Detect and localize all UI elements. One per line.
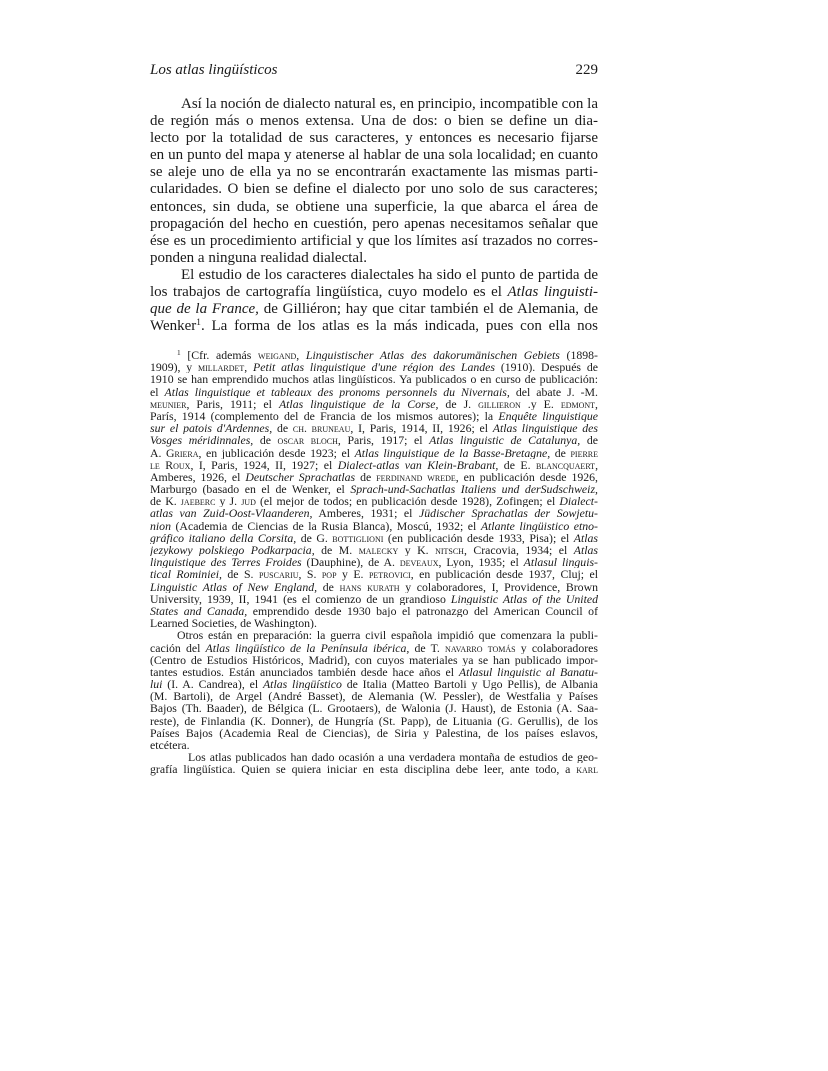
body-line — [150, 233, 598, 250]
text-run: (Academia de Ciencias de la Rusia Blanca), Moscú, 1932; el — [170, 519, 481, 532]
footnote-line — [150, 605, 598, 617]
text-run: , S. — [298, 568, 322, 581]
text-run: de K. — [150, 495, 181, 508]
text-run: , — [595, 458, 598, 471]
small-caps-name: oscar bloch — [277, 434, 338, 447]
body-line — [150, 199, 598, 216]
text-run: (1898- — [559, 349, 598, 362]
text-run: los trabajos de cartografía lingüística, cuyo modelo es el — [150, 284, 508, 301]
text-run: (1910). Después de — [495, 361, 598, 374]
text-run: Países Bajos (Academia Real de Ciencias), de Siria y Palestina, de los países eslavos, — [150, 726, 598, 739]
text-run: R — [159, 458, 174, 471]
italic-text: Atlante lingüistico etno- — [480, 519, 598, 532]
text-run: de — [355, 470, 377, 484]
footnote-line — [150, 532, 598, 544]
small-caps-name: pierre — [570, 446, 598, 459]
text-run: etcétera. — [150, 739, 190, 752]
footnote-line — [150, 690, 598, 702]
small-caps-name: blancquaert — [535, 458, 596, 471]
text-run: cación del — [150, 641, 206, 654]
footnote-marker: 1 — [177, 349, 181, 357]
small-caps-name: puscariu — [258, 568, 299, 581]
text-run: Así la noción de dialecto natural es, en principio, incompatible con la — [181, 96, 598, 112]
italic-text: nion — [150, 519, 171, 532]
body-line — [150, 147, 598, 164]
italic-text: Atlas linguistique et tableaux des pronoms personnels du Nivernais, — [164, 385, 510, 398]
text-run: de — [272, 422, 293, 435]
small-caps-name: deveaux — [399, 556, 439, 569]
body-line — [150, 181, 598, 198]
footnote-line — [150, 581, 598, 593]
text-run: del abate J. -M. — [509, 385, 598, 398]
small-caps-name: oux — [173, 458, 191, 471]
italic-text: Atlas linguistique de la Basse-Bretagne, — [354, 446, 551, 459]
italic-text: sur el patois d'Ardennes, — [150, 422, 273, 435]
text-run: de Italia (Matteo Bartoli y Ugo Pellis), de Albania — [341, 678, 598, 691]
footnote-line — [150, 642, 598, 654]
text-run: , — [296, 349, 306, 362]
small-caps-name: jaeberc — [180, 495, 216, 508]
italic-text: Jüdischer Sprachatlas der Sowjetu- — [419, 507, 598, 520]
text-run: , en jublicación desde 1923; el — [198, 446, 355, 459]
footnote-line — [150, 373, 598, 385]
body-text — [150, 96, 598, 335]
footnote-line — [150, 398, 598, 410]
text-run: ése es un procedimiento artificial y que los límites así trazados no corres- — [150, 232, 598, 249]
text-run: de — [580, 434, 598, 447]
footnote-line — [150, 568, 598, 580]
text-run: .y E. — [520, 397, 561, 410]
text-run: de región más o menos extensa. Una de dos: o bien se define un dia- — [150, 113, 598, 130]
text-run: , Paris, 1911; el — [186, 397, 279, 410]
body-line — [150, 250, 598, 267]
footnote-marker: 1 — [196, 318, 201, 329]
footnote-line — [150, 715, 598, 727]
text-run: , — [244, 361, 254, 374]
footnote-line — [150, 434, 598, 446]
text-run: de M. — [314, 544, 359, 557]
footnote-line — [150, 422, 598, 434]
footnote-line — [150, 727, 598, 739]
text-run: de E. — [498, 458, 536, 471]
text-run: París, 1914 (complemento del de Francia de los mismos autores); la — [150, 409, 499, 423]
small-caps-name: riera — [174, 446, 199, 459]
text-run: , en publicación desde 1937, Cluj; el — [410, 568, 598, 581]
body-line — [150, 301, 598, 318]
small-caps-name: ferdinand wrede — [376, 470, 456, 484]
italic-text: Atlas linguistique des — [492, 422, 598, 435]
footnote-line — [150, 593, 598, 605]
footnote-line — [150, 386, 598, 398]
small-caps-name: bottiglioni — [332, 531, 384, 544]
text-run: Otros están en preparación: la guerra civil española impidió que comenzara la publi- — [177, 629, 598, 642]
text-run: , I, Paris, 1914, II, 1926; el — [350, 422, 493, 435]
footnote-line — [150, 739, 598, 751]
small-caps-name: navarro tomás — [445, 641, 516, 654]
text-run: 1910 se han emprendido muchos atlas lingüísticos. Ya publicados o en curso de publicación: — [150, 373, 598, 386]
italic-text: Atlas lingüístico — [262, 678, 342, 691]
text-run: (I. A. Candrea), el — [162, 678, 263, 691]
italic-text: Dialect- — [559, 495, 598, 508]
italic-text: States and Canada, — [150, 604, 248, 618]
text-run: Amberes, 1926, el — [150, 470, 246, 484]
italic-text: Deutscher Sprachatlas — [245, 470, 356, 484]
footnote-line — [150, 349, 598, 361]
text-run: , — [595, 397, 598, 410]
page-number: 229 — [575, 62, 598, 78]
text-run: [Cfr. además — [180, 349, 259, 362]
text-run: (Centro de Estudios Históricos, Madrid), con cuyos materiales ya se han publicado impor- — [150, 653, 598, 666]
italic-text: Linguistic Atlas of New England, — [150, 580, 318, 593]
italic-text: jezykowy polskiego Podkarpacia, — [150, 544, 315, 557]
text-run: de T. — [409, 641, 446, 654]
footnote-line — [150, 544, 598, 556]
small-caps-name: pop — [321, 568, 337, 581]
footnote-line — [150, 763, 598, 775]
text-run: , en publicación desde 1926, — [455, 470, 598, 484]
text-run: (el mejor de todos; en publicación desde 1928), Zofingen; el — [255, 495, 560, 508]
running-header — [150, 62, 598, 82]
italic-text: Atlasul linguis- — [523, 556, 598, 569]
small-caps-name: ch. bruneau — [292, 422, 351, 435]
italic-text: tical Rominiei, — [150, 568, 222, 581]
text-run: reste), de Finlandia (K. Donner), de Hungría (St. Papp), de Lituania (G. Gerullis), de los — [150, 714, 598, 727]
footnote-line — [150, 678, 598, 690]
text-run: de — [317, 580, 340, 593]
text-run: . La forma de los atlas es la más indicada, pues con ella nos — [200, 318, 598, 335]
text-run: de S. — [221, 568, 259, 581]
text-run: tantes estudios. Están anunciados también desde hace años el — [150, 665, 459, 679]
text-run: entonces, sin duda, se obtiene una superficie, la que abarca el área de — [150, 198, 598, 215]
text-run: (Dauphine), de A. — [301, 556, 400, 569]
italic-text: lui — [150, 678, 163, 691]
text-run: en un punto del mapa y atenerse al hablar de una sola localidad; en cuanto — [150, 147, 598, 164]
body-line — [150, 267, 598, 284]
small-caps-name: meunier — [150, 397, 187, 410]
small-caps-name: petrovici — [368, 568, 411, 581]
text-run: University, 1939, II, 1941 (es el comienzo de un grandioso — [150, 592, 451, 605]
footnote-line — [150, 702, 598, 714]
footnote-line — [150, 629, 598, 641]
text-run: , Cracovia, 1934; el — [463, 544, 574, 557]
text-run: , I, Paris, 1924, II, 1927; el — [190, 458, 338, 471]
body-line — [150, 318, 598, 335]
small-caps-name: malecky — [358, 544, 399, 557]
italic-text: Dialect-atlas van Klein-Brabant, — [337, 458, 499, 471]
footnote-line — [150, 654, 598, 666]
italic-text: Atlasul linguistic al Banatu- — [458, 665, 598, 679]
body-line — [150, 96, 598, 113]
text-run: propagación del hecho en cuestión, pero apenas necesitamos señalar que — [150, 215, 598, 232]
text-run: Learned Societies, de Washington). — [150, 617, 317, 630]
italic-text: Vosges méridinnales, — [150, 434, 254, 447]
small-caps-name: weigand — [258, 349, 297, 362]
footnote — [150, 349, 598, 776]
text-run: grafía lingüística. Quien se quiera iniciar en esta disciplina debe leer, ante todo, a — [150, 763, 577, 776]
small-caps-name: jud — [241, 495, 256, 508]
footnote-line — [150, 495, 598, 507]
text-run: Bajos (Th. Baader), de Bélgica (L. Grootaers), de Walonia (J. Haust), de Estonia (A. Saa- — [150, 702, 598, 715]
text-run: se aleje uno de ella ya no se encontrarán exactamente las mismas parti- — [150, 164, 598, 181]
text-run: y K. — [398, 544, 436, 557]
text-run: , Lyon, 1935; el — [438, 556, 524, 569]
text-run: Wenker — [150, 318, 197, 335]
text-run: ponden a ninguna realidad dialectal. — [150, 249, 367, 266]
italic-text: Atlas linguistique de la Corse, — [278, 397, 439, 410]
small-caps-name: gillieron — [478, 397, 521, 410]
footnote-line — [150, 459, 598, 471]
body-line — [150, 164, 598, 181]
footnote-line — [150, 447, 598, 459]
small-caps-name: edmont — [560, 397, 596, 410]
italic-text: Enquête linguistique — [498, 409, 598, 423]
small-caps-name: millardet — [198, 361, 245, 374]
text-run: y E. — [336, 568, 369, 581]
italic-text: atlas van Zuid-Oost-Vlaanderen, — [150, 507, 313, 520]
text-run: A. G — [150, 446, 175, 459]
italic-text: Sprach-und-Sachatlas Italiens und derSudschweiz, — [350, 483, 598, 496]
body-line — [150, 284, 598, 301]
text-run: cularidades. O bien se define el dialecto por uno solo de sus caracteres; — [150, 181, 598, 198]
text-run: (en publicación desde 1933, Pisa); el — [383, 531, 574, 544]
text-run: lecto por la totalidad de sus caracteres, y entonces es necesario fijarse — [150, 130, 598, 147]
footnote-line — [150, 520, 598, 532]
text-run: Marburgo (basado en el de Wenker, el — [150, 483, 351, 496]
text-run: 1909), y — [150, 361, 199, 374]
running-title: Los atlas lingüísticos — [150, 62, 278, 78]
text-run: de J. — [438, 397, 479, 410]
text-run: de Gilliéron; hay que citar también el de Alemania, de — [258, 301, 598, 318]
italic-text: Atlas linguisti- — [507, 284, 598, 301]
text-run: de — [550, 446, 571, 459]
italic-text: linguistique des Terres Froides — [150, 556, 302, 569]
text-run: (M. Bartoli), de Argel (André Basset), de Alemania (W. Pessler), de Westfalia y Países — [150, 690, 598, 703]
text-run: Los atlas publicados han dado ocasión a una verdadera montaña de estudios de geo- — [188, 751, 598, 764]
text-run: de — [253, 434, 278, 447]
italic-text: Atlas — [573, 544, 598, 557]
text-run: emprendido desde 1930 bajo el patronazgo del American Council of — [247, 604, 598, 618]
text-run: El estudio de los caracteres dialectales ha sido el punto de partida de — [181, 266, 598, 283]
footnote-line — [150, 617, 598, 629]
italic-text: que de la France, — [150, 301, 259, 318]
italic-text: Linguistic Atlas of the United — [450, 592, 598, 605]
footnote-line — [150, 361, 598, 373]
body-line — [150, 113, 598, 130]
italic-text: Atlas lingüístico de la Península ibérica, — [205, 641, 410, 654]
footnote-line — [150, 471, 598, 483]
body-line — [150, 130, 598, 147]
italic-text: Atlas — [573, 531, 598, 544]
body-line — [150, 216, 598, 233]
italic-text: Linguistischer Atlas des dakorumänischen Gebiets — [305, 349, 560, 362]
small-caps-name: hans kurath — [339, 580, 400, 593]
footnote-line — [150, 483, 598, 495]
text-run: el — [150, 385, 165, 398]
footnote-line — [150, 507, 598, 519]
text-run: y colaboradores, I, Providence, Brown — [399, 580, 598, 593]
footnote-line — [150, 556, 598, 568]
text-run: Amberes, 1931; el — [312, 507, 420, 520]
footnote-line — [150, 751, 598, 763]
text-run: y colaboradores — [515, 641, 598, 654]
italic-text: gráfico italiano della Corsita, — [150, 531, 297, 544]
text-run: , Paris, 1917; el — [337, 434, 430, 447]
text-run: de G. — [296, 531, 333, 544]
small-caps-name: nitsch — [435, 544, 464, 557]
small-caps-name: karl — [576, 763, 598, 776]
text-run: y J. — [215, 495, 242, 508]
italic-text: Atlas linguistic de Catalunya, — [429, 434, 581, 447]
small-caps-name: le — [150, 458, 160, 471]
footnote-line — [150, 666, 598, 678]
footnote-line — [150, 410, 598, 422]
italic-text: Petit atlas linguistique d'une région des Landes — [253, 361, 495, 374]
